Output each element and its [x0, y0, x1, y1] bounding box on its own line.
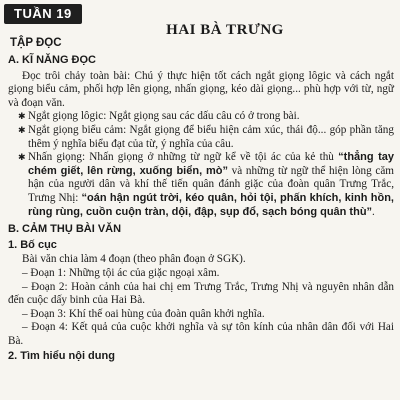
part-item: – Đoạn 1: Những tội ác của giặc ngoại xâm. [22, 266, 220, 279]
part-item: – Đoạn 3: Khí thế oai hùng của đoàn quân khởi nghĩa. [22, 307, 265, 320]
subsection-content-heading: 2. Tìm hiểu nội dung [8, 350, 115, 363]
bullet-text: Ngắt giọng lôgic: Ngắt giọng sau các dấu câu có ở trong bài. [28, 110, 300, 123]
section-a-intro: Đọc trôi chảy toàn bài: Chú ý thực hiện tốt cách ngắt giọng lôgic và cách ngắt giọng biểu cảm, phối hợp lên giọng, nhấn giọng, kéo dài giọng... phù hợp với từ, ngữ và đoạn văn. [8, 69, 394, 109]
section-b-heading: B. CẢM THỤ BÀI VĂN [8, 223, 122, 236]
subject-label: TẬP ĐỌC [10, 37, 62, 49]
bullet-item [8, 124, 394, 151]
bullet-item [8, 151, 394, 219]
bullet-text: Nhấn giọng: Nhấn giọng ở những từ ngữ kể về tội ác của kẻ thù [28, 151, 339, 164]
bullet-text: và những từ ngữ thể hiện lòng căm hận của người dân và khí thế tiến quân đánh giặc của đoàn quân Trưng Trắc, Trưng Nhị: [28, 164, 395, 204]
asterisk-bullet-icon: ✱ [18, 152, 26, 163]
section-a-heading: A. KĨ NĂNG ĐỌC [8, 54, 96, 66]
document-body [8, 54, 394, 365]
part-item: – Đoạn 4: Kết quả của cuộc khởi nghĩa và sự tôn kính của nhân dân đối với Hai Bà. [8, 321, 394, 347]
week-badge: TUẦN 19 [4, 4, 82, 24]
asterisk-bullet-icon: ✱ [18, 111, 26, 122]
bullet-text: . [372, 205, 375, 218]
bullet-text: Ngắt giọng biểu cảm: Ngắt giọng để biểu hiện cảm xúc, thái độ... góp phần tăng thêm ý nghĩa biểu đạt của từ, ý nghĩa của câu. [28, 123, 394, 150]
asterisk-bullet-icon: ✱ [18, 124, 26, 135]
structure-intro: Bài văn chia làm 4 đoạn (theo phân đoạn ở SGK). [22, 253, 246, 266]
lesson-title: HAI BÀ TRƯNG [166, 22, 284, 38]
bullet-item [8, 110, 394, 124]
part-item: – Đoạn 2: Hoàn cảnh của hai chị em Trưng Trắc, Trưng Nhị và nguyên nhân dẫn đến cuộc dấy binh của Hai Bà. [8, 280, 394, 307]
bullet-emphasis: “thẳng tay chém giết, lên rừng, xuống biển, mò” [28, 151, 394, 177]
bullet-emphasis: “oán hận ngút trời, kéo quân, hỏi tội, phấn khích, kinh hồn, rùng rùng, cuồn cuộn tràn, dội, đập, sụp đổ, sạch bóng quân thù” [28, 191, 394, 218]
subsection-structure-heading: 1. Bố cục [8, 238, 57, 251]
